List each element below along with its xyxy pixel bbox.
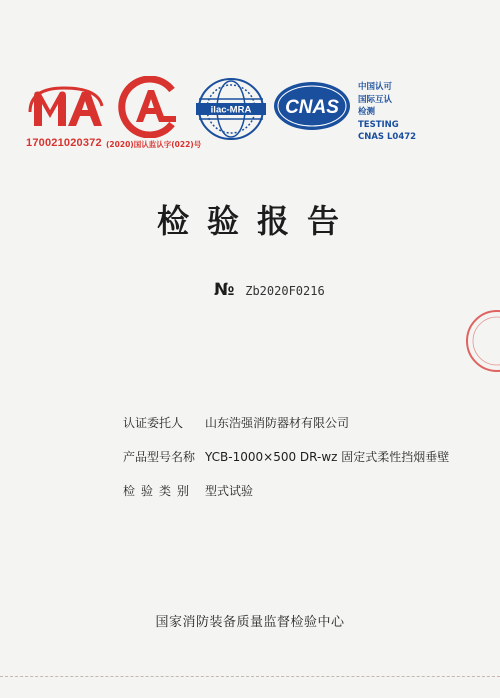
svg-text:CNAS: CNAS (285, 97, 339, 118)
report-info (123, 414, 449, 516)
svg-text:ilac-MRA: ilac-MRA (210, 104, 252, 116)
number-value: Zb2020F0216 (245, 284, 325, 298)
cal-logo-icon (114, 76, 180, 138)
cnas-line: 检测 (358, 107, 376, 118)
info-label: 产品型号名称 (123, 450, 196, 464)
cal-number: (2020)国认监认字(022)号 (106, 140, 202, 149)
ilac-mra-logo-icon (194, 77, 268, 141)
info-row-product (123, 448, 449, 482)
info-label: 检验类别 (123, 484, 196, 498)
issuing-organization: 国家消防装备质量监督检验中心 (155, 615, 345, 630)
info-label: 认证委托人 (123, 416, 184, 430)
cnas-line: TESTING (358, 119, 399, 130)
cma-logo-icon (28, 86, 104, 132)
info-row-client (123, 414, 449, 448)
cnas-accreditation-text (358, 81, 416, 144)
cnas-logo-icon (272, 80, 352, 132)
info-value: YCB-1000×500 DR-wz 固定式柔性挡烟垂壁 (205, 450, 450, 464)
cma-number: 170021020372 (26, 137, 102, 149)
report-title: 检验报告 (156, 202, 357, 240)
cnas-line: 国际互认 (358, 94, 393, 105)
number-sign: № (214, 280, 235, 300)
cnas-line: CNAS L0472 (358, 132, 417, 143)
red-seal-stamp-icon (464, 308, 500, 374)
report-number (214, 280, 325, 300)
info-value: 型式试验 (205, 484, 254, 498)
info-row-test-type (123, 482, 449, 516)
cnas-line: 中国认可 (358, 82, 393, 92)
page-edge-line (0, 676, 500, 677)
info-value: 山东浩强消防器材有限公司 (205, 416, 350, 430)
